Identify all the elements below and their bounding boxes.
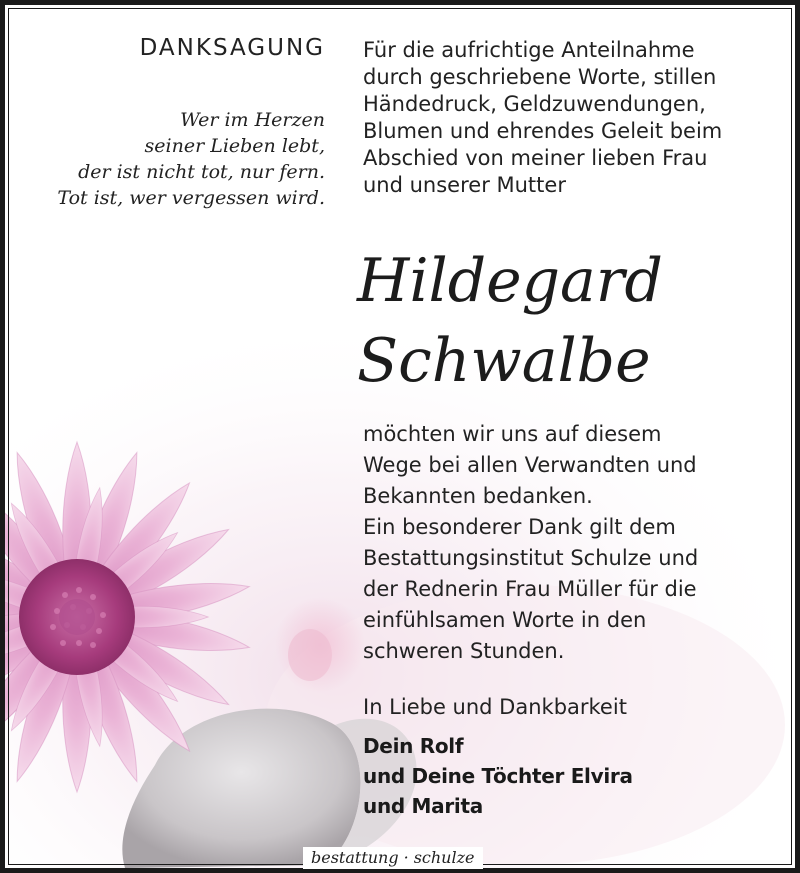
thanks-line: der Rednerin Frau Müller für die xyxy=(363,577,697,601)
notice-heading: DANKSAGUNG xyxy=(139,35,325,61)
memorial-verse xyxy=(25,107,325,211)
signer-line: Dein Rolf xyxy=(363,734,464,758)
credit-separator: · xyxy=(403,848,409,867)
deceased-first-name: Hildegard xyxy=(357,246,663,316)
deceased-last-name: Schwalbe xyxy=(357,326,651,396)
thanks-line: einfühlsamen Worte in den xyxy=(363,608,647,632)
thanks-text xyxy=(363,419,783,667)
thanks-line: möchten wir uns auf diesem xyxy=(363,422,662,446)
thanks-line: Ein besonderer Dank gilt dem xyxy=(363,515,676,539)
intro-line: Blumen und ehrendes Geleit beim xyxy=(363,119,723,143)
signer-line: und Deine Töchter Elvira xyxy=(363,764,633,788)
thanks-line: schweren Stunden. xyxy=(363,639,565,663)
intro-line: durch geschriebene Worte, stillen xyxy=(363,65,717,89)
signers xyxy=(363,731,783,821)
verse-line: Tot ist, wer vergessen wird. xyxy=(57,187,325,209)
credit-left: bestattung xyxy=(311,848,399,867)
intro-line: und unserer Mutter xyxy=(363,173,566,197)
closing-phrase: In Liebe und Dankbarkeit xyxy=(363,695,627,719)
verse-line: der ist nicht tot, nur fern. xyxy=(78,161,325,183)
thanks-line: Wege bei allen Verwandten und xyxy=(363,453,697,477)
thanks-line: Bekannten bedanken. xyxy=(363,484,593,508)
verse-line: seiner Lieben lebt, xyxy=(144,135,325,157)
credit-right: schulze xyxy=(413,848,475,867)
intro-line: Händedruck, Geldzuwendungen, xyxy=(363,92,706,116)
signer-line: und Marita xyxy=(363,794,483,818)
intro-line: Für die aufrichtige Anteilnahme xyxy=(363,38,695,62)
intro-line: Abschied von meiner lieben Frau xyxy=(363,146,708,170)
deceased-name xyxy=(357,241,787,401)
intro-text xyxy=(363,37,783,199)
thanks-line: Bestattungsinstitut Schulze und xyxy=(363,546,699,570)
verse-line: Wer im Herzen xyxy=(180,109,325,131)
funeral-home-credit xyxy=(303,847,483,869)
